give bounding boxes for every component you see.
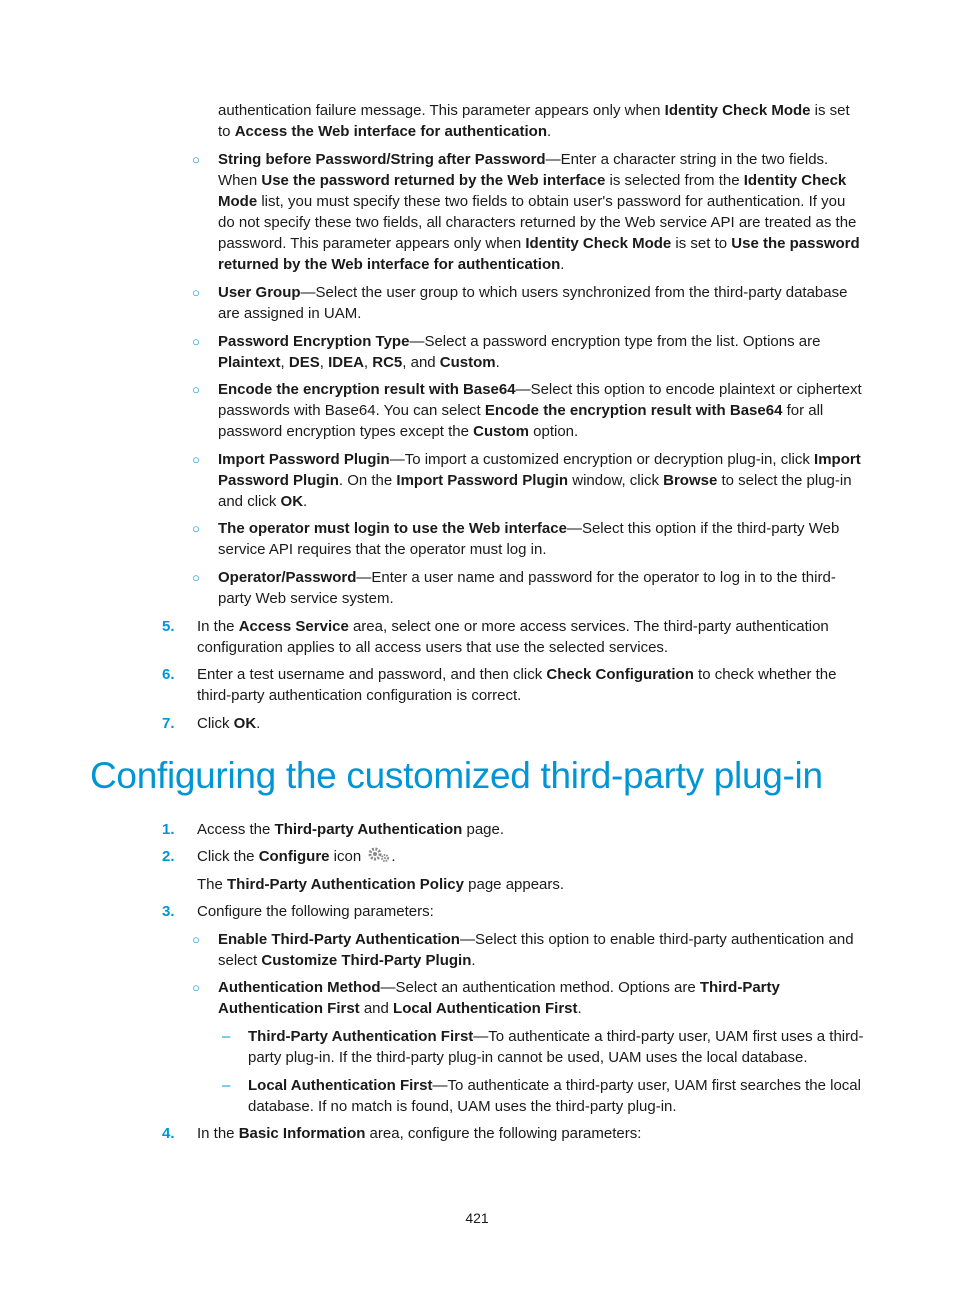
sub-list-item: – Third-Party Authentication First—To authenticate a third-party user, UAM first uses a third-party plug-in. If the third-party plug-in cannot be used, UAM uses the local database.	[222, 1028, 864, 1066]
step-number: 4.	[162, 1125, 175, 1142]
bullet-circle-icon: ○	[192, 285, 200, 300]
step-number: 5.	[162, 618, 175, 635]
bullet-circle-icon: ○	[192, 452, 200, 467]
bullet-circle-icon: ○	[192, 334, 200, 349]
list-item: ○ The operator must login to use the Web interface—Select this option if the third-party Web service API requires that the operator must log in.	[192, 520, 840, 558]
list-item: ○ Password Encryption Type—Select a password encryption type from the list. Options are Plaintext, DES, IDEA, RC5, and Custom.	[192, 333, 821, 371]
step-item: 3. Configure the following parameters:	[162, 903, 434, 920]
bullet-circle-icon: ○	[192, 980, 200, 995]
list-item: ○ User Group—Select the user group to which users synchronized from the third-party database are assigned in UAM.	[192, 284, 848, 322]
step-item: 7. Click OK.	[162, 715, 261, 732]
page-number: 421	[465, 1210, 489, 1226]
step-number: 3.	[162, 903, 175, 920]
bullet-circle-icon: ○	[192, 521, 200, 536]
list-item: ○ Import Password Plugin—To import a customized encryption or decryption plug-in, click Import Password Plugin. On the Import Password Plugin window, click Browse to select the plug-in and click OK.	[192, 451, 861, 510]
step-item: 5. In the Access Service area, select one or more access services. The third-party authentication configuration applies to all access users that use the selected services.	[162, 618, 829, 656]
step-item: 6. Enter a test username and password, and then click Check Configuration to check whether the third-party authentication configuration is correct.	[162, 666, 837, 704]
bullet-circle-icon: ○	[192, 152, 200, 167]
list-item: ○ String before Password/String after Password—Enter a character string in the two fields. When Use the password returned by the Web interface is selected from the Identity Check Mode list, you must specify these two fields to obtain user's password for authentication. If you do not specify these two fields, all characters returned by the Web service API are treated as the password. This parameter appears only when Identity Check Mode is set to Use the password returned by the Web interface for authentication.	[192, 151, 860, 273]
bullet-circle-icon: ○	[192, 382, 200, 397]
configure-gear-icon	[367, 847, 391, 869]
list-item: ○ Enable Third-Party Authentication—Select this option to enable third-party authentication and select Customize Third-Party Plugin.	[192, 931, 854, 969]
list-item: ○ Encode the encryption result with Base64—Select this option to encode plaintext or ciphertext passwords with Base64. You can select Encode the encryption result with Base64 for all password encryption types except the Custom option.	[192, 381, 862, 440]
step-item: 4. In the Basic Information area, configure the following parameters:	[162, 1125, 642, 1142]
step-item: 1. Access the Third-party Authentication page.	[162, 821, 505, 838]
sub-list-item: – Local Authentication First—To authenticate a third-party user, UAM first searches the local database. If no match is found, UAM uses the third-party plug-in.	[222, 1077, 861, 1115]
section-heading: Configuring the customized third-party plug-in	[90, 755, 823, 796]
plain-paragraph: The Third-Party Authentication Policy page appears.	[197, 876, 565, 893]
step-number: 2.	[162, 848, 175, 865]
step-number: 1.	[162, 821, 175, 838]
step-number: 6.	[162, 666, 175, 683]
bullet-circle-icon: ○	[192, 932, 200, 947]
bullet-circle-icon: ○	[192, 570, 200, 585]
bullet-dash-icon: –	[222, 1077, 231, 1094]
list-item: ○ Operator/Password—Enter a user name and password for the operator to log in to the third-party Web service system.	[192, 569, 836, 607]
continuation-paragraph: authentication failure message. This parameter appears only when Identity Check Mode is set to Access the Web interface for authentication.	[218, 102, 850, 140]
bullet-dash-icon: –	[222, 1028, 231, 1045]
step-number: 7.	[162, 715, 175, 732]
step-item: 2. Click the Configure icon .	[197, 846, 866, 869]
list-item: ○ Authentication Method—Select an authentication method. Options are Third-Party Authentication First and Local Authentication First.	[192, 979, 780, 1017]
